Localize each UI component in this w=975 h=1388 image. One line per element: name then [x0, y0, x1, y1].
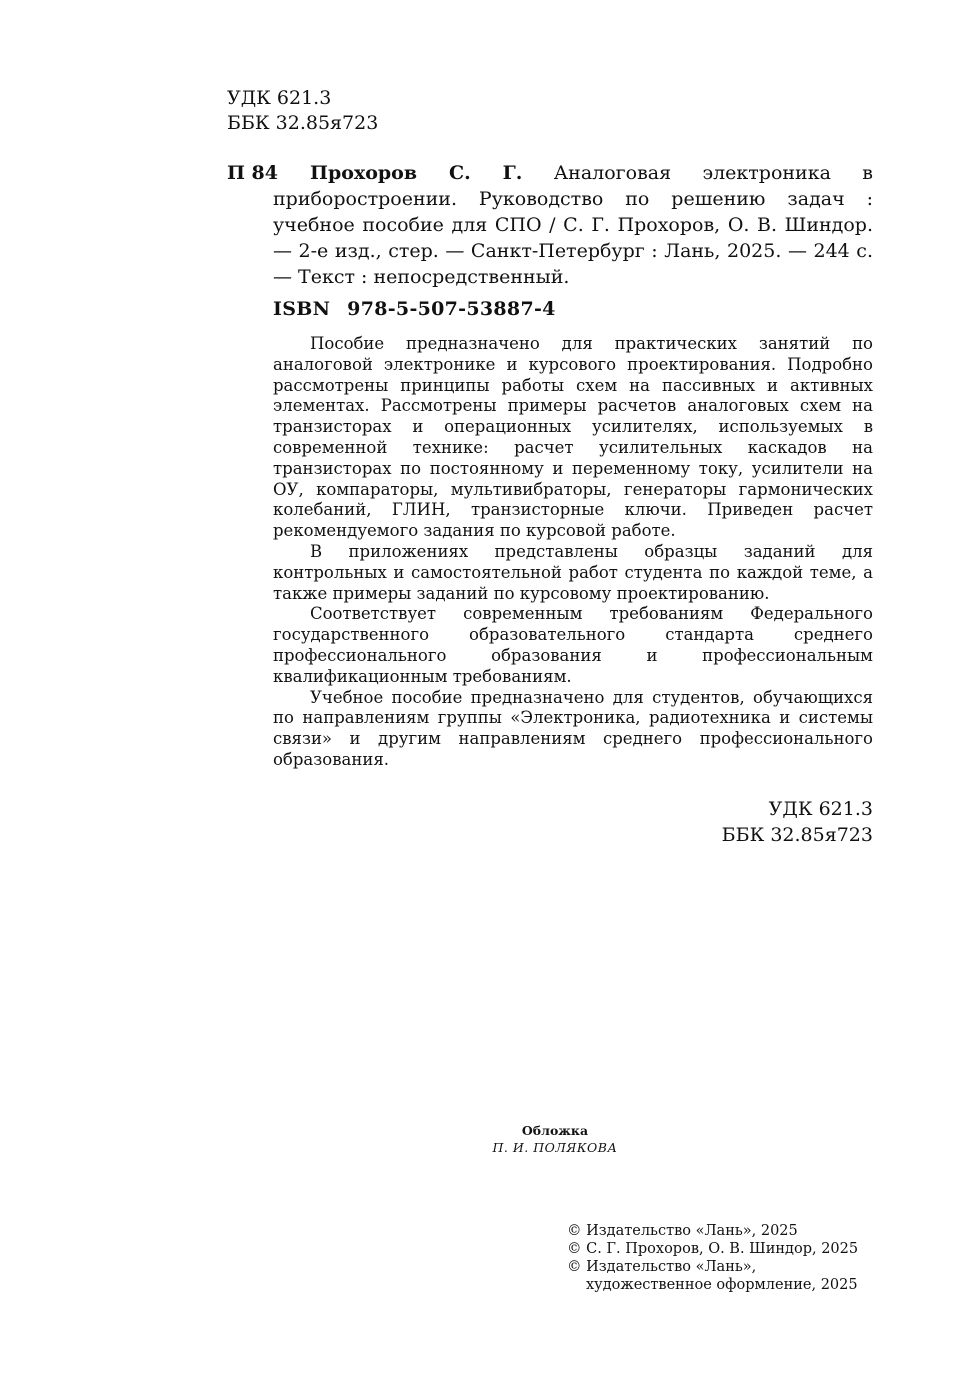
cover-credit [480, 1122, 630, 1156]
classification-codes-top [227, 86, 378, 136]
classification-codes-bottom [722, 796, 873, 848]
udk-code: УДК 621.3 [768, 798, 873, 820]
bbk-code: ББК 32.85я723 [227, 112, 379, 134]
copyright-block [567, 1222, 858, 1294]
cover-artist: П. И. ПОЛЯКОВА [492, 1140, 618, 1155]
isbn-number: 978-5-507-53887-4 [347, 298, 556, 320]
title-description: Аналоговая электроника в приборостроении. Руководство по решению задач : учебное пособие для СПО / С. Г. Прохоров, О. В. Шиндор. — 2-е изд., стер. — Санкт-Петербург : Лань, 2025. — 244 с. — Текст : непосредственный. [273, 162, 873, 288]
copyright-line: © Издательство «Лань», [567, 1259, 757, 1275]
bibliographic-record [227, 160, 873, 290]
cover-label: Обложка [521, 1123, 589, 1138]
abstract-paragraph: Соответствует современным требованиям Федерального государственного образовательного стандарта среднего профессионального образования и профессиональным квалификационным требованиям. [273, 604, 873, 686]
bibliographic-description [273, 160, 873, 290]
abstract-paragraph: Пособие предназначено для практических занятий по аналоговой электронике и курсового проектирования. Подробно рассмотрены принципы работы схем на пассивных и активных элементах. Рассмотрены примеры расчетов аналоговых схем на транзисторах и операционных усилителях, используемых в современной технике: расчет усилительных каскадов на транзисторах по постоянному и переменному току, усилители на ОУ, компараторы, мультивибраторы, генераторы гармонических колебаний, ГЛИН, транзисторные ключи. Приведен расчет рекомендуемого задания по курсовой работе. [273, 334, 873, 541]
copyright-line: © Издательство «Лань», 2025 [567, 1223, 798, 1239]
isbn-label: ISBN [273, 298, 331, 320]
author-name: Прохоров С. Г. [310, 162, 523, 184]
isbn [273, 298, 556, 320]
copyright-line: © С. Г. Прохоров, О. В. Шиндор, 2025 [567, 1241, 859, 1257]
udk-code: УДК 621.3 [227, 87, 332, 109]
abstract [273, 334, 873, 771]
abstract-paragraph: В приложениях представлены образцы заданий для контрольных и самостоятельной работ студента по каждой теме, а также примеры заданий по курсовому проектированию. [273, 541, 873, 603]
copyright-line: художественное оформление, 2025 [586, 1277, 858, 1293]
author-sign: П 84 [227, 162, 278, 184]
abstract-paragraph: Учебное пособие предназначено для студентов, обучающихся по направлениям группы «Электроника, радиотехника и системы связи» и другим направлениям среднего профессионального образования. [273, 687, 873, 769]
bbk-code: ББК 32.85я723 [721, 824, 873, 846]
